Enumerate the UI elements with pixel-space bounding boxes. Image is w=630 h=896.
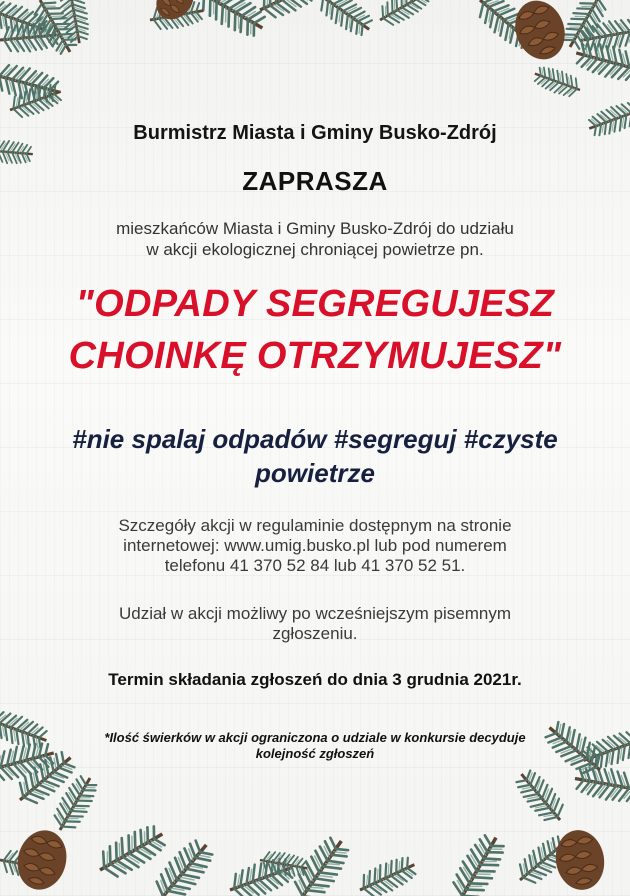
- details-line-2: internetowej: www.umig.busko.pl lub pod numerem: [123, 536, 507, 555]
- intro-text: [0, 218, 630, 260]
- campaign-title: [0, 278, 630, 382]
- hashtags: [0, 422, 630, 490]
- details-text: [0, 516, 630, 576]
- intro-line-1: mieszkańców Miasta i Gminy Busko-Zdrój do udziału: [116, 219, 514, 238]
- campaign-line-1: "ODPADY SEGREGUJESZ: [75, 283, 555, 325]
- deadline-text: Termin składania zgłoszeń do dnia 3 grudnia 2021r.: [108, 670, 522, 689]
- invite-heading: ZAPRASZA: [242, 166, 388, 196]
- hashtags-line-2: powietrze: [255, 458, 375, 488]
- footnote-text: [0, 730, 630, 762]
- participation-line-1: Udział w akcji możliwy po wcześniejszym pisemnym: [118, 604, 512, 623]
- participation-text: [0, 604, 630, 644]
- participation-line-2: zgłoszeniu.: [272, 624, 358, 643]
- footnote-line-1: *Ilość świerków w akcji ograniczona o udziale w konkursie decyduje: [104, 730, 526, 745]
- campaign-line-2: CHOINKĘ OTRZYMUJESZ": [68, 335, 562, 377]
- intro-line-2: w akcji ekologicznej chroniącej powietrze pn.: [146, 240, 484, 259]
- hashtags-line-1: #nie spalaj odpadów #segreguj #czyste: [72, 424, 558, 454]
- details-line-1: Szczegóły akcji w regulaminie dostępnym na stronie: [118, 516, 512, 535]
- details-line-3: telefonu 41 370 52 84 lub 41 370 52 51.: [164, 556, 466, 575]
- issuer-heading: Burmistrz Miasta i Gminy Busko-Zdrój: [133, 122, 497, 144]
- footnote-line-2: kolejność zgłoszeń: [255, 746, 375, 761]
